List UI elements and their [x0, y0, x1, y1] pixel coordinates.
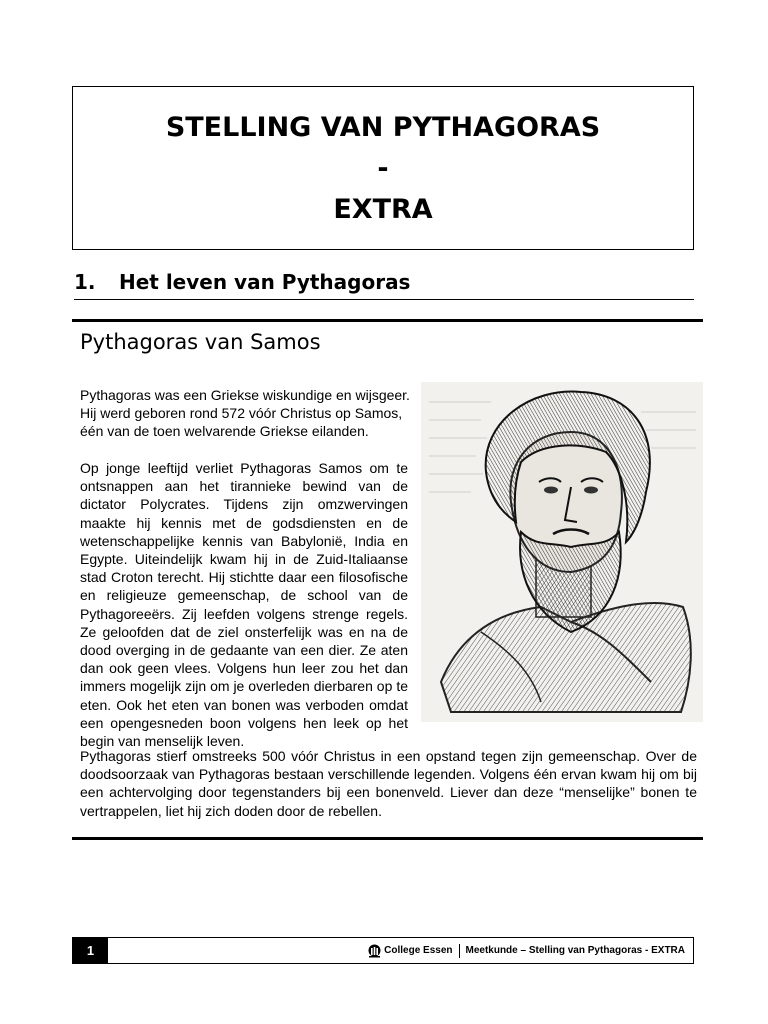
- title-line-2: -: [377, 152, 389, 184]
- school-logo-icon: [368, 944, 381, 958]
- section-heading: [74, 270, 694, 300]
- paragraph-1: Pythagoras was een Griekse wiskundige en wijsgeer. Hij werd geboren rond 572 vóór Christus op Samos, één van de toen welvarende Griekse eilanden.: [80, 387, 410, 440]
- page-number: 1: [73, 938, 108, 963]
- section-number: 1.: [74, 270, 96, 294]
- top-divider: [72, 319, 703, 322]
- paragraph-3: Pythagoras stierf omstreeks 500 vóór Christus in een opstand tegen zijn gemeenschap. Over de doodsoorzaak van Pythagoras bestaan verschillende legenden. Volgens één ervan kwam hij om bij een achtervolging door tegenstanders bij een bonenveld. Liever dan deze “menselijke” bonen te vertrappelen, liet hij zich doden door de rebellen.: [80, 748, 697, 819]
- pythagoras-portrait-image: [421, 382, 703, 722]
- school-name: College Essen: [384, 945, 453, 956]
- footer-info: [368, 944, 685, 958]
- bottom-divider: [72, 837, 703, 840]
- title-line-1: STELLING VAN PYTHAGORAS: [165, 111, 601, 143]
- page-footer: [72, 937, 694, 964]
- paragraph-2: Op jonge leeftijd verliet Pythagoras Samos om te ontsnappen aan het tirannieke bewind van de dictator Polycrates. Tijdens zijn omzwervingen maakte hij kennis met de godsdiensten en de wetenschappelijke kennis van Babylonië, India en Egypte. Uiteindelijk kwam hij in de Zuid-Italiaanse stad Croton terecht. Hij stichtte daar een filosofische en religieuze gemeenschap, de school van de Pythagoreeërs. Zij leefden volgens strenge regels. Ze geloofden dat de ziel onsterfelijk was en na de dood overging in de gedaante van een dier. Ze aten dan ook geen vlees. Volgens hun leer zou het dan immers mogelijk zijn om je overleden dierbaren op te eten. Ook het eten van bonen was verboden omdat een opengesneden boon volgens hen leek op het begin van menselijk leven.: [80, 460, 408, 750]
- title-line-3: EXTRA: [333, 193, 433, 225]
- title-box: [72, 86, 694, 250]
- subheading: Pythagoras van Samos: [80, 330, 321, 354]
- section-title: Het leven van Pythagoras: [119, 270, 411, 294]
- course-title: Meetkunde – Stelling van Pythagoras - EXTRA: [465, 945, 685, 956]
- footer-separator: [459, 944, 460, 958]
